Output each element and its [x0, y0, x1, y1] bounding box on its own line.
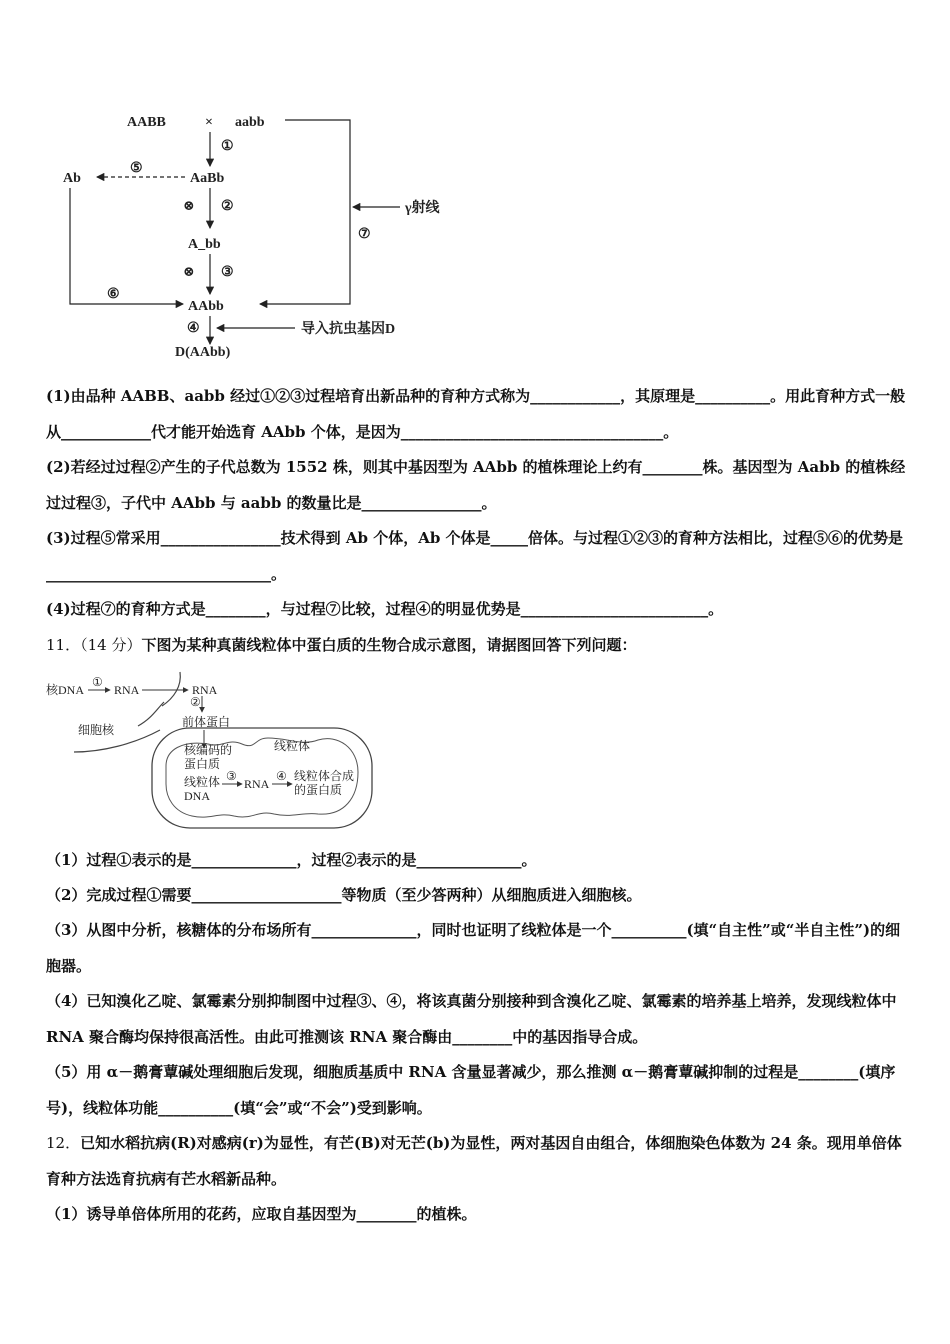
selfing-symbol-2: ⊗: [183, 199, 195, 214]
process4-label: ④: [276, 769, 287, 783]
q11-number: 11．: [46, 636, 81, 654]
q11-part4: （4）已知溴化乙啶、氯霉素分别抑制图中过程③、④，将该真菌分别接种到含溴化乙啶、氯霉素的培养基上培养，发现线粒体中 RNA 聚合酶均保持很高活性。由此可推测该 RNA 聚合酶由________中的基因指导合成。: [46, 992, 897, 1046]
nuclear-dna-label: 核DNA: [46, 683, 84, 697]
step6-label: ⑥: [107, 287, 120, 302]
step4-label: ④: [187, 321, 200, 336]
mt-rna-label: RNA: [244, 777, 270, 791]
process3-label: ③: [226, 769, 237, 783]
rna-in-cytoplasm: RNA: [192, 683, 218, 697]
rna-in-nucleus: RNA: [114, 683, 140, 697]
mitochondrion-label: 线粒体: [274, 739, 311, 753]
selfing-symbol-3: ⊗: [183, 265, 195, 280]
arrow-step6: [70, 188, 183, 304]
f1-aabb: AaBb: [190, 171, 225, 186]
q12-stem-text: 已知水稻抗病(R)对感病(r)为显性，有芒(B)对无芒(b)为显性，两对基因自由组合，体细胞染色体数为 24 条。现用单倍体育种方法选育抗病有芒水稻新品种。: [46, 1134, 902, 1188]
final-d-aabb: D(AAbb): [175, 345, 231, 360]
breeding-diagram: [55, 100, 485, 365]
gamma-ray-loop-line: [260, 120, 350, 304]
step7-label: ⑦: [358, 227, 371, 242]
a-bb-genotype: A_bb: [188, 237, 221, 252]
cross-symbol: ×: [205, 115, 213, 130]
mitochondria-diagram: [42, 668, 382, 838]
parent-aabb-dominant: AABB: [127, 115, 166, 130]
gene-d-label: 导入抗虫基因D: [301, 322, 396, 337]
nuclear-encoded-protein-line1: 核编码的: [184, 743, 233, 757]
target-aabb: AAbb: [188, 299, 224, 314]
nucleus-label: 细胞核: [78, 723, 115, 737]
q10-part2: (2)若经过过程②产生的子代总数为 1552 株，则其中基因型为 AAbb 的植株理论上约有________株。基因型为 Aabb 的植株经过过程③，子代中 AAbb 与 aabb 的数量比是________________。: [46, 458, 906, 512]
gamma-ray-label: γ射线: [405, 201, 440, 216]
q11-stem-text: 下图为某种真菌线粒体中蛋白质的生物合成示意图，请据图回答下列问题：: [141, 636, 637, 654]
process1-label: ①: [92, 675, 103, 689]
step1-label: ①: [221, 139, 234, 154]
q10-part1: (1)由品种 AABB、aabb 经过①②③过程培育出新品种的育种方式称为____________，其原理是__________。用此育种方式一般从____________代才能开始选育 AAbb 个体，是因为___________________________________。: [46, 387, 906, 441]
step2-label: ②: [221, 199, 234, 214]
q11-part2: （2）完成过程①需要____________________等物质（至少答两种）从细胞质进入细胞核。: [46, 886, 642, 904]
q10-part4: (4)过程⑦的育种方式是________，与过程⑦比较，过程④的明显优势是_________________________。: [46, 600, 724, 618]
q11-part1: （1）过程①表示的是______________，过程②表示的是______________。: [46, 851, 537, 869]
q11-score: （14 分）: [80, 636, 142, 654]
precursor-protein-label: 前体蛋白: [182, 715, 231, 729]
nuclear-encoded-protein-line2: 蛋白质: [184, 757, 221, 771]
q12-stem: [46, 1125, 908, 1197]
q11-stem: [46, 627, 908, 663]
mt-protein-line2: 的蛋白质: [294, 783, 343, 797]
q11-part3: （3）从图中分析，核糖体的分布场所有______________，同时也证明了线粒体是一个__________(填“自主性”或“半自主性”)的细胞器。: [46, 921, 901, 975]
q10-part3: (3)过程⑤常采用________________技术得到 Ab 个体，Ab 个体是_____倍体。与过程①②③的育种方法相比，过程⑤⑥的优势是______________________________。: [46, 529, 904, 583]
haploid-ab: Ab: [63, 171, 81, 186]
step5-label: ⑤: [130, 161, 143, 176]
parent-aabb-recessive: aabb: [235, 115, 265, 130]
process2-label: ②: [190, 695, 201, 709]
q11-part5: （5）用 α－鹅膏蕈碱处理细胞后发现，细胞质基质中 RNA 含量显著减少，那么推测 α－鹅膏蕈碱抑制的过程是________(填序号)，线粒体功能__________(填“会”或“不会”)受到影响。: [46, 1063, 896, 1117]
mt-dna-line2: DNA: [184, 789, 210, 803]
step3-label: ③: [221, 265, 234, 280]
q12-number: 12．: [46, 1134, 81, 1152]
q12-part1: （1）诱导单倍体所用的花药，应取自基因型为________的植株。: [46, 1205, 477, 1223]
mt-dna-line1: 线粒体: [184, 775, 221, 789]
mt-protein-line1: 线粒体合成: [294, 769, 355, 783]
nuclear-envelope-upper: [162, 672, 180, 706]
nuclear-envelope-middle: [138, 702, 164, 726]
